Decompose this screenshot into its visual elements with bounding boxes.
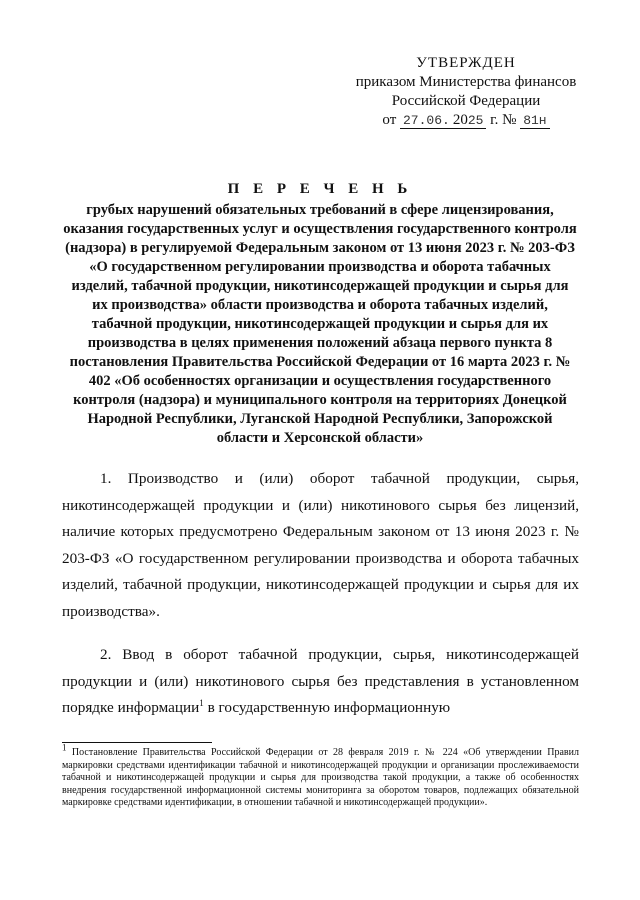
approval-date-year-filled: 25	[468, 113, 487, 129]
list-item-text-continued: в государственную информационную	[203, 699, 451, 716]
document-title: П Е Р Е Ч Е Н Ь	[227, 181, 413, 197]
approval-date-g: г.	[490, 112, 499, 128]
approval-date-year-printed: 20	[452, 112, 468, 128]
footnote	[62, 742, 579, 810]
list-item: 1. Производство и (или) оборот табачной продукции, сырья, никотинсодержащей продукции и (или) никотинового сырья без лицензий, наличие которых предусмотрено Федеральным законом от 13 июня 2023 г. № 203-ФЗ «О государственном регулировании производства и оборота табачных изделий, табачной продукции, никотинсодержащей продукции и сырья для их производства».	[62, 470, 579, 620]
approval-line-1: приказом Министерства финансов	[355, 74, 577, 90]
footnote-divider	[62, 742, 212, 743]
approval-date-line	[336, 111, 596, 130]
document-heading	[62, 180, 578, 448]
list-item	[62, 642, 579, 722]
approval-order-number: 81н	[520, 113, 549, 129]
approval-date-prefix: от	[382, 112, 397, 128]
footnote-mark: 1	[62, 742, 67, 753]
approval-line-2: Российской Федерации	[391, 93, 541, 109]
document-subtitle: грубых нарушений обязательных требований в сфере лицензирования, оказания государственных услуг и осуществления государственного контроля (надзора) в регулируемой Федеральным законом от 13 июня 2023 г. № 203-ФЗ «О государственном регулировании производства и оборота табачных изделий, табачной продукции, никотинсодержащей продукции и сырья для их производства» области производства и оборота табачных изделий, табачной продукции, никотинсодержащей продукции и сырья для их производства в целях применения положений абзаца первого пункта 8 постановления Правительства Российской Федерации от 16 марта 2023 г. № 402 «Об особенностях организации и осуществления государственного контроля (надзора) и муниципального контроля на территориях Донецкой Народной Республики, Луганской Народной Республики, Запорожской области и Херсонской области»	[63, 202, 577, 446]
approval-number-sign: №	[502, 112, 517, 128]
footnote-text: Постановление Правительства Российской Федерации от 28 февраля 2019 г. № 224 «Об утверждении Правил маркировки средствами идентификации табачной и никотинсодержащей продукции и организации прослеживаемости табачной и никотинсодержащей продукции и сырья для производства такой продукции, а также об особенностях внедрения государственной информационной системы мониторинга за оборотом товаров, подлежащих обязательной маркировке средствами идентификации, в отношении табачной и никотинсодержащей продукции».	[62, 747, 579, 809]
approval-date-day-month: 27.06.	[400, 113, 453, 129]
approval-title: УТВЕРЖДЕН	[416, 55, 516, 71]
approval-stamp	[336, 54, 596, 130]
document-body	[62, 466, 579, 739]
list-item-text: 2. Ввод в оборот табачной продукции, сырья, никотинсодержащей продукции и (или) никотинового сырья без представления в установленном порядке информации	[62, 646, 579, 716]
footnote-reference: 1	[199, 697, 204, 708]
